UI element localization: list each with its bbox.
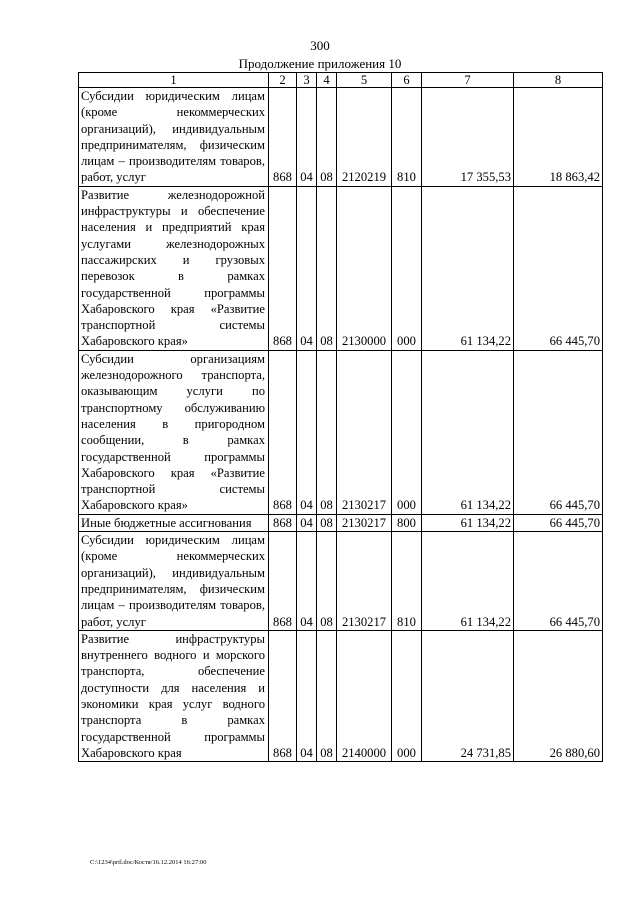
column-header: 3 [297, 73, 317, 88]
column-header: 4 [317, 73, 337, 88]
row-name-cell: Развитие железнодорожной инфраструктуры и обеспечение населения и предприятий края услугами железнодорожных пассажирских и грузовых перевозок в рамках государственной программы Хабаровского края «Развитие транспортной системы Хабаровского края» [79, 186, 269, 350]
table-cell: 61 134,22 [422, 350, 514, 514]
budget-table [78, 72, 603, 762]
table-cell: 800 [392, 514, 422, 531]
table-cell: 868 [269, 630, 297, 761]
table-cell: 66 445,70 [514, 186, 603, 350]
row-name-cell: Субсидии юридическим лицам (кроме некоммерческих организаций), индивидуальным предпринимателям, физическим лицам – производителям товаров, работ, услуг [79, 88, 269, 187]
table-cell: 08 [317, 630, 337, 761]
table-cell: 04 [297, 350, 317, 514]
table-cell: 2140000 [337, 630, 392, 761]
table-cell: 868 [269, 88, 297, 187]
table-row [79, 514, 603, 531]
table-cell: 08 [317, 514, 337, 531]
table-cell: 2130217 [337, 514, 392, 531]
table-cell: 26 880,60 [514, 630, 603, 761]
table-cell: 24 731,85 [422, 630, 514, 761]
table-cell: 66 445,70 [514, 514, 603, 531]
row-name-cell: Развитие инфраструктуры внутреннего водного и морского транспорта, обеспечение доступности для населения и экономики края услуг водного транспорта в рамках государственной программы Хабаровского края [79, 630, 269, 761]
table-row [79, 186, 603, 350]
table-cell: 868 [269, 532, 297, 631]
table-row [79, 350, 603, 514]
table-cell: 810 [392, 88, 422, 187]
table-cell: 04 [297, 514, 317, 531]
table-cell: 868 [269, 514, 297, 531]
table-cell: 810 [392, 532, 422, 631]
table-row [79, 88, 603, 187]
table-row [79, 630, 603, 761]
column-header: 2 [269, 73, 297, 88]
table-cell: 868 [269, 186, 297, 350]
table-cell: 000 [392, 186, 422, 350]
table-cell: 08 [317, 186, 337, 350]
table-cell: 61 134,22 [422, 514, 514, 531]
page-subtitle: Продолжение приложения 10 [238, 56, 402, 71]
column-header: 1 [79, 73, 269, 88]
row-name-cell: Субсидии юридическим лицам (кроме некоммерческих организаций), индивидуальным предпринимателям, физическим лицам – производителям товаров, работ, услуг [79, 532, 269, 631]
table-cell: 04 [297, 186, 317, 350]
table-cell: 66 445,70 [514, 350, 603, 514]
row-name-cell: Иные бюджетные ассигнования [79, 514, 269, 531]
header-row [79, 73, 603, 88]
table-cell: 2130217 [337, 532, 392, 631]
table-cell: 000 [392, 630, 422, 761]
table-cell: 868 [269, 350, 297, 514]
table-cell: 08 [317, 350, 337, 514]
table-cell: 2120219 [337, 88, 392, 187]
page-number: 300 [310, 38, 330, 53]
table-cell: 2130217 [337, 350, 392, 514]
row-name-cell: Субсидии организациям железнодорожного транспорта, оказывающим услуги по транспортному обслуживанию населения в пригородном сообщении, в рамках государственной программы Хабаровского края «Развитие транспортной системы Хабаровского края» [79, 350, 269, 514]
table-cell: 04 [297, 88, 317, 187]
table-cell: 18 863,42 [514, 88, 603, 187]
column-header: 6 [392, 73, 422, 88]
table-cell: 61 134,22 [422, 532, 514, 631]
table-row [79, 532, 603, 631]
table-cell: 08 [317, 532, 337, 631]
table-cell: 000 [392, 350, 422, 514]
column-header: 8 [514, 73, 603, 88]
column-header: 5 [337, 73, 392, 88]
table-cell: 61 134,22 [422, 186, 514, 350]
table-cell: 2130000 [337, 186, 392, 350]
column-header: 7 [422, 73, 514, 88]
table-cell: 04 [297, 532, 317, 631]
table-cell: 17 355,53 [422, 88, 514, 187]
table-cell: 66 445,70 [514, 532, 603, 631]
footer-file-path: C:\1234\pril.doc/Костя/16.12.2014 16:27:00 [90, 859, 207, 866]
table-cell: 08 [317, 88, 337, 187]
table-cell: 04 [297, 630, 317, 761]
